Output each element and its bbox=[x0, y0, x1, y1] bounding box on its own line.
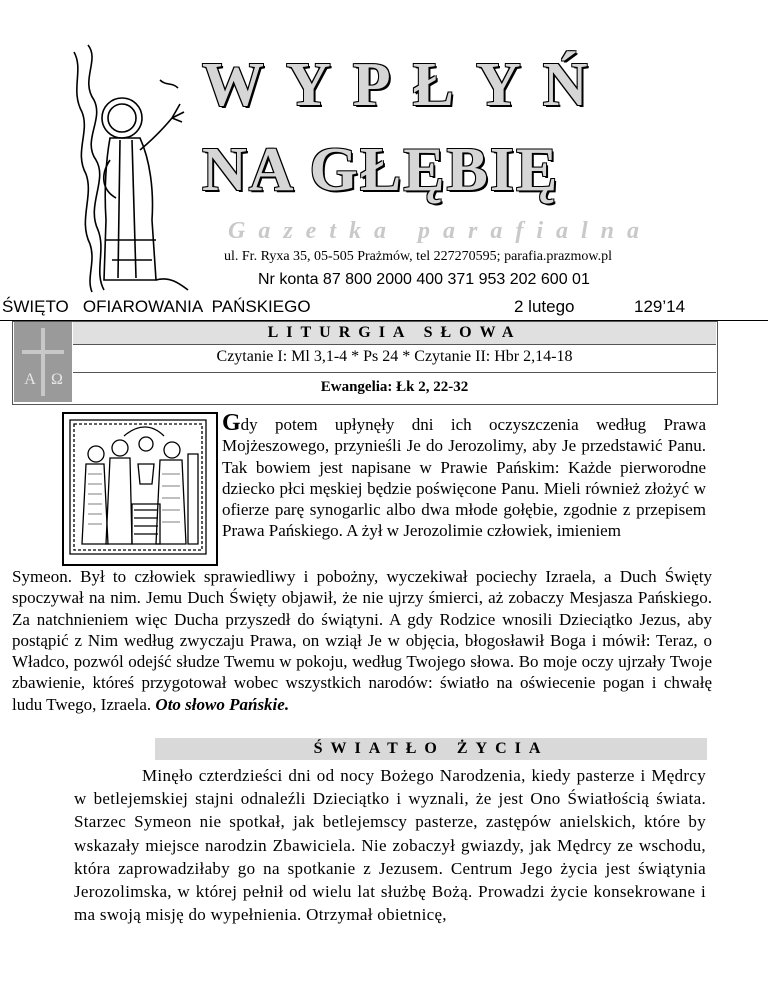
gospel-closing: Oto słowo Pańskie. bbox=[155, 694, 290, 714]
presentation-scene-icon bbox=[62, 412, 218, 566]
title-line-1: WYPŁYŃ bbox=[202, 51, 610, 119]
drop-cap: G bbox=[222, 410, 241, 436]
feast-row bbox=[0, 296, 768, 321]
article-body bbox=[74, 764, 706, 926]
gospel-text-part1 bbox=[222, 410, 706, 542]
address: ul. Fr. Ryxa 35, 05-505 Prażmów, tel 227270595; parafia.prazmow.pl bbox=[224, 249, 612, 264]
saint-figure-icon bbox=[60, 40, 200, 295]
subtitle: Gazetka parafialna bbox=[228, 218, 653, 244]
alpha-symbol: A bbox=[24, 371, 36, 388]
gospel-reference: Ewangelia: Łk 2, 22-32 bbox=[320, 379, 469, 395]
liturgy-heading: LITURGIA SŁOWA bbox=[73, 322, 716, 345]
gospel-part2-text: Symeon. Był to człowiek sprawiedliwy i pobożny, wyczekiwał pociechy Izraela, a Duch Święty spoczywał na nim. Jemu Duch Święty objawił, że nie ujrzy śmierci, aż zobaczy Mesjasza Pańskiego. Za natchnieniem więc Ducha przyszedł do świątyni. A gdy Rodzice wnosili Dzieciątko Jezus, aby postąpić z Nim według zwyczaju Prawa, on wziął Je w objęcia, błogosławił Boga i mówił: Teraz, o Władco, pozwól odejść słudze Twemu w pokoju, według Twojego słowa. Bo moje oczy ujrzały Twoje zbawienie, któreś przygotował wobec wszystkich narodów: światło na oświecenie pogan i chwałę ludu Twego, Izraela. bbox=[12, 567, 712, 714]
issue-number: 129’14 bbox=[634, 297, 686, 316]
gospel-part1-text: dy potem upłynęły dni ich oczyszczenia według Prawa Mojżeszowego, przynieśli Je do Jerozolimy, aby Je przedstawić Panu. Tak bowiem jest napisane w Prawie Pańskim: Każde pierworodne dziecko płci męskiej będzie poświęcone Panu. Mieli również złożyć w ofierze parę synogarlic albo dwa młode gołębie, zgodnie z przepisem Prawa Pańskiego. A żył w Jerozolimie człowiek, imieniem bbox=[222, 415, 706, 541]
article-paragraph: Minęło czterdzieści dni od nocy Bożego Narodzenia, kiedy pasterze i Mędrcy w betlejemskiej stajni odnaleźli Dzieciątko i wyznali, że jest Ono Światłością świata. Starzec Symeon nie spotkał, jak betlejemscy pasterze, zastępów anielskich, które by wskazały miejsce narodzin Zbawiciela. Nie zobaczył gwiazdy, jak Mędrcy ze wschodu, która zaprowadziłaby go na spotkanie z Jezusem. Centrum Jego życia jest świątynia Jerozolimska, w której pełnił od wielu lat służbę Bożą. Prowadzi życie konsekrowane i ma swoją misję do wypełnienia. Otrzymał obietnicę, bbox=[74, 766, 706, 925]
readings: Czytanie I: Ml 3,1-4 * Ps 24 * Czytanie II: Hbr 2,14-18 bbox=[73, 346, 716, 373]
gospel-text-part2 bbox=[12, 566, 712, 715]
alpha-omega-cross-icon bbox=[14, 322, 72, 402]
omega-symbol: Ω bbox=[51, 371, 63, 388]
title-line-2: NA GŁĘBIĘ bbox=[202, 136, 560, 204]
feast-date: 2 lutego bbox=[514, 297, 575, 316]
section-heading: ŚWIATŁO ŻYCIA bbox=[155, 738, 707, 760]
feast-name: ŚWIĘTO OFIAROWANIA PAŃSKIEGO bbox=[2, 297, 311, 316]
bank-account: Nr konta 87 800 2000 400 371 953 202 600 01 bbox=[258, 271, 590, 288]
